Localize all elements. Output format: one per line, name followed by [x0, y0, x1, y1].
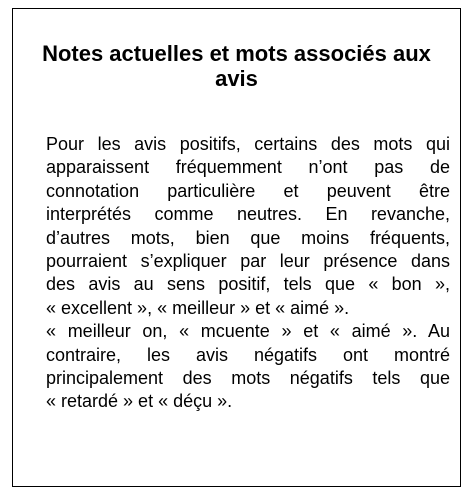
document-body: [46, 133, 450, 414]
body-line: apparaissent fréquemment n’ont pas de: [46, 157, 450, 178]
body-line: pourraient s’expliquer par leur présence dans: [46, 251, 450, 272]
body-line: d’autres mots, bien que moins fréquents,: [46, 227, 450, 248]
body-line: « excellent », « meilleur » et « aimé ».: [46, 297, 350, 318]
body-line: connotation particulière et peuvent être: [46, 180, 450, 201]
title-line-2: avis: [215, 66, 258, 91]
body-line: principalement des mots négatifs tels que: [46, 368, 450, 389]
body-line: contraire, les avis négatifs ont montré: [46, 344, 450, 365]
body-line: « retardé » et « déçu ».: [46, 391, 233, 412]
body-line: interprétés comme neutres. En revanche,: [46, 204, 450, 225]
body-line: « meilleur on, « mcuente » et « aimé ». Au: [46, 321, 450, 342]
body-line: Pour les avis positifs, certains des mots qui: [46, 134, 450, 154]
title-line-1: Notes actuelles et mots associés aux: [42, 41, 431, 66]
body-line: des avis au sens positif, tels que « bon »,: [46, 274, 450, 295]
document-title: [24, 41, 449, 91]
